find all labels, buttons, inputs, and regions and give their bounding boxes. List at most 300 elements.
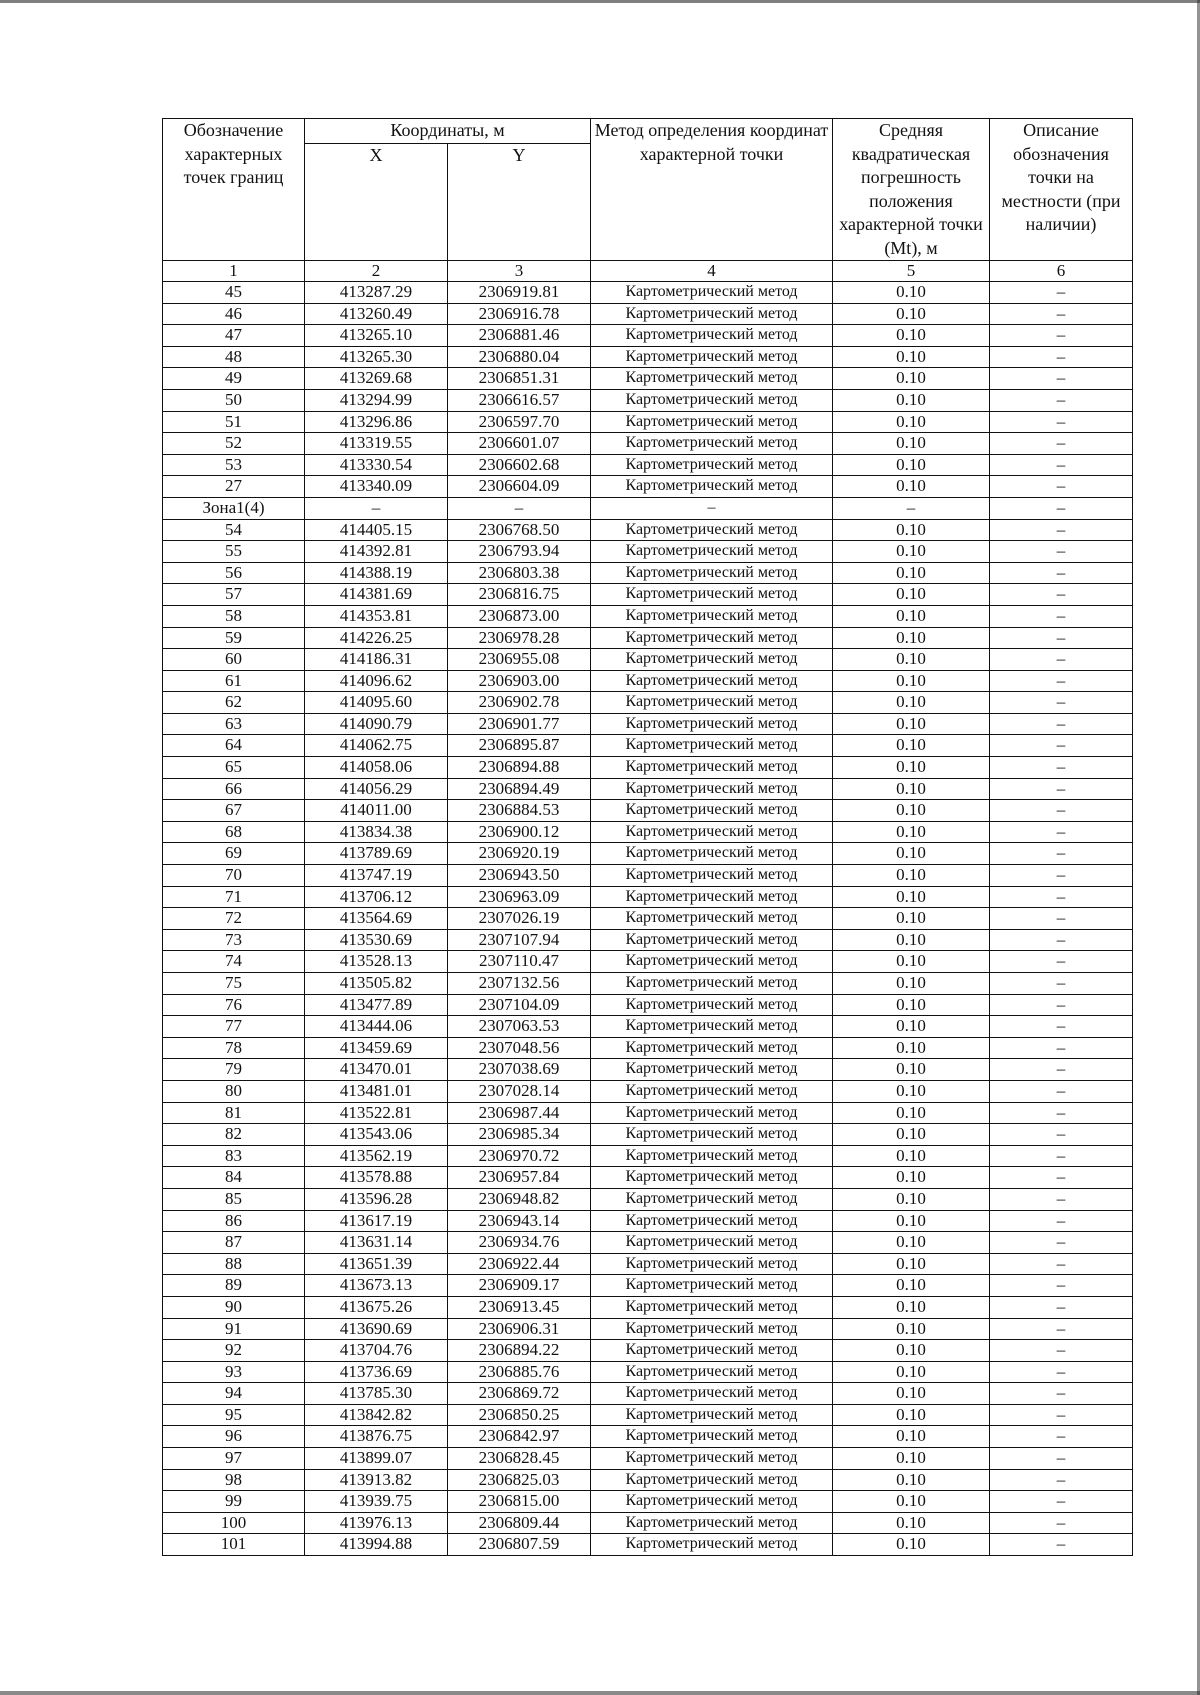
x-cell: –: [305, 497, 448, 519]
point-id-cell: 72: [163, 908, 305, 930]
point-id-cell: 61: [163, 670, 305, 692]
point-id-cell: 98: [163, 1469, 305, 1491]
table-row: [163, 433, 1133, 455]
point-id-cell: 55: [163, 541, 305, 563]
description-cell: –: [990, 433, 1133, 455]
error-cell: 0.10: [833, 1059, 990, 1081]
error-cell: 0.10: [833, 303, 990, 325]
error-cell: 0.10: [833, 1383, 990, 1405]
point-id-cell: 84: [163, 1167, 305, 1189]
y-cell: 2306916.78: [448, 303, 591, 325]
table-row: [163, 1534, 1133, 1556]
x-cell: 413505.82: [305, 973, 448, 995]
point-id-cell: 100: [163, 1512, 305, 1534]
table-row: [163, 541, 1133, 563]
x-cell: 413899.07: [305, 1448, 448, 1470]
method-cell: Картометрический метод: [591, 886, 833, 908]
point-id-cell: 49: [163, 368, 305, 390]
error-cell: 0.10: [833, 476, 990, 498]
y-cell: 2306842.97: [448, 1426, 591, 1448]
table-row: [163, 1145, 1133, 1167]
x-cell: 414353.81: [305, 605, 448, 627]
description-cell: –: [990, 325, 1133, 347]
method-cell: Картометрический метод: [591, 584, 833, 606]
table-row: [163, 886, 1133, 908]
description-cell: –: [990, 584, 1133, 606]
table-row: [163, 1037, 1133, 1059]
table-row: [163, 389, 1133, 411]
table-row: [163, 346, 1133, 368]
method-cell: Картометрический метод: [591, 1534, 833, 1556]
point-id-cell: 78: [163, 1037, 305, 1059]
method-cell: Картометрический метод: [591, 951, 833, 973]
table-row: [163, 1512, 1133, 1534]
x-cell: 413736.69: [305, 1361, 448, 1383]
y-cell: 2307028.14: [448, 1080, 591, 1102]
method-cell: Картометрический метод: [591, 757, 833, 779]
method-cell: Картометрический метод: [591, 368, 833, 390]
point-id-cell: 56: [163, 562, 305, 584]
description-cell: –: [990, 843, 1133, 865]
error-cell: 0.10: [833, 584, 990, 606]
x-cell: 414381.69: [305, 584, 448, 606]
coordinates-table: [162, 118, 1133, 1556]
method-cell: Картометрический метод: [591, 692, 833, 714]
y-cell: 2306828.45: [448, 1448, 591, 1470]
table-row: [163, 778, 1133, 800]
description-cell: –: [990, 1275, 1133, 1297]
table-row: [163, 1404, 1133, 1426]
method-cell: Картометрический метод: [591, 1296, 833, 1318]
point-id-cell: 97: [163, 1448, 305, 1470]
point-id-cell: 62: [163, 692, 305, 714]
x-cell: 413330.54: [305, 454, 448, 476]
point-id-cell: Зона1(4): [163, 497, 305, 519]
description-cell: –: [990, 454, 1133, 476]
point-id-cell: 60: [163, 649, 305, 671]
x-cell: 413296.86: [305, 411, 448, 433]
error-cell: 0.10: [833, 692, 990, 714]
y-cell: 2306601.07: [448, 433, 591, 455]
table-row: [163, 627, 1133, 649]
x-cell: 414056.29: [305, 778, 448, 800]
y-cell: 2306894.88: [448, 757, 591, 779]
method-cell: Картометрический метод: [591, 821, 833, 843]
error-cell: 0.10: [833, 1037, 990, 1059]
point-id-cell: 81: [163, 1102, 305, 1124]
x-cell: 413747.19: [305, 865, 448, 887]
table-row: [163, 1469, 1133, 1491]
description-cell: –: [990, 368, 1133, 390]
method-cell: Картометрический метод: [591, 1037, 833, 1059]
column-number-row: [163, 261, 1133, 282]
error-cell: 0.10: [833, 519, 990, 541]
error-cell: 0.10: [833, 908, 990, 930]
y-cell: 2306943.14: [448, 1210, 591, 1232]
method-cell: Картометрический метод: [591, 843, 833, 865]
table-row: [163, 368, 1133, 390]
point-id-cell: 101: [163, 1534, 305, 1556]
point-id-cell: 27: [163, 476, 305, 498]
table-row: [163, 951, 1133, 973]
method-cell: Картометрический метод: [591, 973, 833, 995]
table-row: [163, 1318, 1133, 1340]
description-cell: –: [990, 1534, 1133, 1556]
table-row: [163, 282, 1133, 304]
point-id-cell: 53: [163, 454, 305, 476]
error-cell: 0.10: [833, 1318, 990, 1340]
point-id-cell: 82: [163, 1124, 305, 1146]
table-row: [163, 843, 1133, 865]
description-cell: –: [990, 1037, 1133, 1059]
description-cell: –: [990, 1145, 1133, 1167]
y-cell: 2306880.04: [448, 346, 591, 368]
y-cell: 2306803.38: [448, 562, 591, 584]
x-cell: 414096.62: [305, 670, 448, 692]
description-cell: –: [990, 1448, 1133, 1470]
method-cell: Картометрический метод: [591, 1275, 833, 1297]
method-cell: Картометрический метод: [591, 1512, 833, 1534]
error-cell: 0.10: [833, 713, 990, 735]
point-id-cell: 75: [163, 973, 305, 995]
y-cell: 2307132.56: [448, 973, 591, 995]
x-cell: 413939.75: [305, 1491, 448, 1513]
description-cell: –: [990, 1059, 1133, 1081]
description-cell: –: [990, 541, 1133, 563]
method-cell: Картометрический метод: [591, 800, 833, 822]
table-row: [163, 865, 1133, 887]
table-row: [163, 929, 1133, 951]
x-cell: 413265.30: [305, 346, 448, 368]
x-cell: 413834.38: [305, 821, 448, 843]
y-cell: 2306922.44: [448, 1253, 591, 1275]
description-cell: –: [990, 1253, 1133, 1275]
method-cell: –: [591, 497, 833, 519]
method-cell: Картометрический метод: [591, 519, 833, 541]
column-number: 6: [990, 261, 1133, 282]
point-id-cell: 51: [163, 411, 305, 433]
method-cell: Картометрический метод: [591, 303, 833, 325]
point-id-cell: 64: [163, 735, 305, 757]
description-cell: –: [990, 821, 1133, 843]
point-id-cell: 88: [163, 1253, 305, 1275]
error-cell: 0.10: [833, 1512, 990, 1534]
x-cell: 413543.06: [305, 1124, 448, 1146]
error-cell: 0.10: [833, 865, 990, 887]
method-cell: Картометрический метод: [591, 1188, 833, 1210]
point-id-cell: 48: [163, 346, 305, 368]
method-cell: Картометрический метод: [591, 282, 833, 304]
x-cell: 414186.31: [305, 649, 448, 671]
method-cell: Картометрический метод: [591, 908, 833, 930]
description-cell: –: [990, 951, 1133, 973]
y-cell: 2306604.09: [448, 476, 591, 498]
method-cell: Картометрический метод: [591, 346, 833, 368]
error-cell: 0.10: [833, 757, 990, 779]
table-row: [163, 1059, 1133, 1081]
description-cell: –: [990, 994, 1133, 1016]
description-cell: –: [990, 800, 1133, 822]
description-cell: –: [990, 282, 1133, 304]
y-cell: 2306851.31: [448, 368, 591, 390]
point-id-cell: 94: [163, 1383, 305, 1405]
error-cell: 0.10: [833, 1426, 990, 1448]
description-cell: –: [990, 1512, 1133, 1534]
header-method: Метод определения координат характерной точки: [591, 119, 833, 261]
y-cell: 2306987.44: [448, 1102, 591, 1124]
point-id-cell: 58: [163, 605, 305, 627]
table-row: [163, 497, 1133, 519]
error-cell: 0.10: [833, 282, 990, 304]
y-cell: 2306903.00: [448, 670, 591, 692]
error-cell: 0.10: [833, 1145, 990, 1167]
table-row: [163, 1275, 1133, 1297]
description-cell: –: [990, 735, 1133, 757]
x-cell: 413481.01: [305, 1080, 448, 1102]
point-id-cell: 63: [163, 713, 305, 735]
method-cell: Картометрический метод: [591, 713, 833, 735]
error-cell: 0.10: [833, 1361, 990, 1383]
y-cell: 2306881.46: [448, 325, 591, 347]
description-cell: –: [990, 1232, 1133, 1254]
description-cell: –: [990, 886, 1133, 908]
x-cell: 413673.13: [305, 1275, 448, 1297]
x-cell: 413470.01: [305, 1059, 448, 1081]
table-row: [163, 821, 1133, 843]
table-row: [163, 562, 1133, 584]
method-cell: Картометрический метод: [591, 649, 833, 671]
description-cell: –: [990, 929, 1133, 951]
error-cell: 0.10: [833, 1167, 990, 1189]
y-cell: –: [448, 497, 591, 519]
x-cell: 414405.15: [305, 519, 448, 541]
point-id-cell: 54: [163, 519, 305, 541]
point-id-cell: 65: [163, 757, 305, 779]
method-cell: Картометрический метод: [591, 1232, 833, 1254]
y-cell: 2306825.03: [448, 1469, 591, 1491]
y-cell: 2306957.84: [448, 1167, 591, 1189]
point-id-cell: 74: [163, 951, 305, 973]
description-cell: –: [990, 1296, 1133, 1318]
y-cell: 2306900.12: [448, 821, 591, 843]
y-cell: 2306616.57: [448, 389, 591, 411]
error-cell: 0.10: [833, 1296, 990, 1318]
table-row: [163, 649, 1133, 671]
y-cell: 2307110.47: [448, 951, 591, 973]
x-cell: 413690.69: [305, 1318, 448, 1340]
error-cell: 0.10: [833, 411, 990, 433]
error-cell: 0.10: [833, 325, 990, 347]
method-cell: Картометрический метод: [591, 1491, 833, 1513]
error-cell: 0.10: [833, 368, 990, 390]
point-id-cell: 69: [163, 843, 305, 865]
description-cell: –: [990, 1404, 1133, 1426]
method-cell: Картометрический метод: [591, 541, 833, 563]
error-cell: 0.10: [833, 1275, 990, 1297]
method-cell: Картометрический метод: [591, 1469, 833, 1491]
y-cell: 2306934.76: [448, 1232, 591, 1254]
y-cell: 2306850.25: [448, 1404, 591, 1426]
point-id-cell: 70: [163, 865, 305, 887]
error-cell: 0.10: [833, 1404, 990, 1426]
description-cell: –: [990, 1469, 1133, 1491]
error-cell: 0.10: [833, 1124, 990, 1146]
point-id-cell: 95: [163, 1404, 305, 1426]
error-cell: 0.10: [833, 735, 990, 757]
method-cell: Картометрический метод: [591, 1145, 833, 1167]
x-cell: 414392.81: [305, 541, 448, 563]
point-id-cell: 50: [163, 389, 305, 411]
error-cell: 0.10: [833, 929, 990, 951]
description-cell: –: [990, 865, 1133, 887]
x-cell: 413617.19: [305, 1210, 448, 1232]
error-cell: 0.10: [833, 454, 990, 476]
method-cell: Картометрический метод: [591, 1253, 833, 1275]
x-cell: 413459.69: [305, 1037, 448, 1059]
y-cell: 2306869.72: [448, 1383, 591, 1405]
description-cell: –: [990, 1361, 1133, 1383]
y-cell: 2306602.68: [448, 454, 591, 476]
error-cell: –: [833, 497, 990, 519]
description-cell: –: [990, 389, 1133, 411]
x-cell: 413651.39: [305, 1253, 448, 1275]
x-cell: 413562.19: [305, 1145, 448, 1167]
x-cell: 413265.10: [305, 325, 448, 347]
table-row: [163, 1448, 1133, 1470]
header-coordinates: Координаты, м: [305, 119, 591, 144]
table-row: [163, 1296, 1133, 1318]
table-row: [163, 1383, 1133, 1405]
error-cell: 0.10: [833, 562, 990, 584]
error-cell: 0.10: [833, 389, 990, 411]
x-cell: 413340.09: [305, 476, 448, 498]
description-cell: –: [990, 1167, 1133, 1189]
description-cell: –: [990, 605, 1133, 627]
error-cell: 0.10: [833, 605, 990, 627]
method-cell: Картометрический метод: [591, 605, 833, 627]
error-cell: 0.10: [833, 627, 990, 649]
point-id-cell: 45: [163, 282, 305, 304]
description-cell: –: [990, 1426, 1133, 1448]
y-cell: 2307107.94: [448, 929, 591, 951]
error-cell: 0.10: [833, 433, 990, 455]
error-cell: 0.10: [833, 994, 990, 1016]
table-row: [163, 584, 1133, 606]
point-id-cell: 71: [163, 886, 305, 908]
x-cell: 413530.69: [305, 929, 448, 951]
method-cell: Картометрический метод: [591, 1361, 833, 1383]
y-cell: 2306895.87: [448, 735, 591, 757]
y-cell: 2306894.22: [448, 1340, 591, 1362]
table-row: [163, 994, 1133, 1016]
description-cell: –: [990, 1210, 1133, 1232]
error-cell: 0.10: [833, 973, 990, 995]
description-cell: –: [990, 778, 1133, 800]
table-row: [163, 1016, 1133, 1038]
error-cell: 0.10: [833, 1253, 990, 1275]
method-cell: Картометрический метод: [591, 433, 833, 455]
table-row: [163, 411, 1133, 433]
method-cell: Картометрический метод: [591, 1102, 833, 1124]
table-row: [163, 757, 1133, 779]
description-cell: –: [990, 497, 1133, 519]
header-point-designation: Обозначение характерных точек границ: [163, 119, 305, 261]
table-row: [163, 454, 1133, 476]
x-cell: 414011.00: [305, 800, 448, 822]
x-cell: 413675.26: [305, 1296, 448, 1318]
table-row: [163, 1124, 1133, 1146]
point-id-cell: 91: [163, 1318, 305, 1340]
x-cell: 413596.28: [305, 1188, 448, 1210]
table-row: [163, 1210, 1133, 1232]
header-y: Y: [448, 143, 591, 260]
method-cell: Картометрический метод: [591, 1448, 833, 1470]
method-cell: Картометрический метод: [591, 1383, 833, 1405]
table-row: [163, 735, 1133, 757]
y-cell: 2307104.09: [448, 994, 591, 1016]
error-cell: 0.10: [833, 1188, 990, 1210]
y-cell: 2306970.72: [448, 1145, 591, 1167]
x-cell: 413528.13: [305, 951, 448, 973]
description-cell: –: [990, 1016, 1133, 1038]
x-cell: 413578.88: [305, 1167, 448, 1189]
x-cell: 414058.06: [305, 757, 448, 779]
y-cell: 2306807.59: [448, 1534, 591, 1556]
y-cell: 2306909.17: [448, 1275, 591, 1297]
method-cell: Картометрический метод: [591, 627, 833, 649]
table-row: [163, 605, 1133, 627]
y-cell: 2307063.53: [448, 1016, 591, 1038]
table-row: [163, 1426, 1133, 1448]
method-cell: Картометрический метод: [591, 929, 833, 951]
point-id-cell: 92: [163, 1340, 305, 1362]
error-cell: 0.10: [833, 1080, 990, 1102]
point-id-cell: 52: [163, 433, 305, 455]
description-cell: –: [990, 562, 1133, 584]
x-cell: 414388.19: [305, 562, 448, 584]
description-cell: –: [990, 303, 1133, 325]
point-id-cell: 99: [163, 1491, 305, 1513]
table-row: [163, 908, 1133, 930]
description-cell: –: [990, 1080, 1133, 1102]
error-cell: 0.10: [833, 821, 990, 843]
description-cell: –: [990, 1188, 1133, 1210]
table-row: [163, 973, 1133, 995]
table-row: [163, 713, 1133, 735]
y-cell: 2306943.50: [448, 865, 591, 887]
method-cell: Картометрический метод: [591, 1404, 833, 1426]
description-cell: –: [990, 346, 1133, 368]
y-cell: 2306793.94: [448, 541, 591, 563]
error-cell: 0.10: [833, 800, 990, 822]
description-cell: –: [990, 627, 1133, 649]
point-id-cell: 68: [163, 821, 305, 843]
error-cell: 0.10: [833, 1534, 990, 1556]
description-cell: –: [990, 1340, 1133, 1362]
table-row: [163, 519, 1133, 541]
x-cell: 413785.30: [305, 1383, 448, 1405]
x-cell: 413294.99: [305, 389, 448, 411]
description-cell: –: [990, 1318, 1133, 1340]
table-row: [163, 476, 1133, 498]
description-cell: –: [990, 411, 1133, 433]
error-cell: 0.10: [833, 346, 990, 368]
header-mean-error: Средняя квадратическая погрешность положения характерной точки (Mt), м: [833, 119, 990, 261]
column-number: 2: [305, 261, 448, 282]
description-cell: –: [990, 908, 1133, 930]
description-cell: –: [990, 757, 1133, 779]
method-cell: Картометрический метод: [591, 389, 833, 411]
